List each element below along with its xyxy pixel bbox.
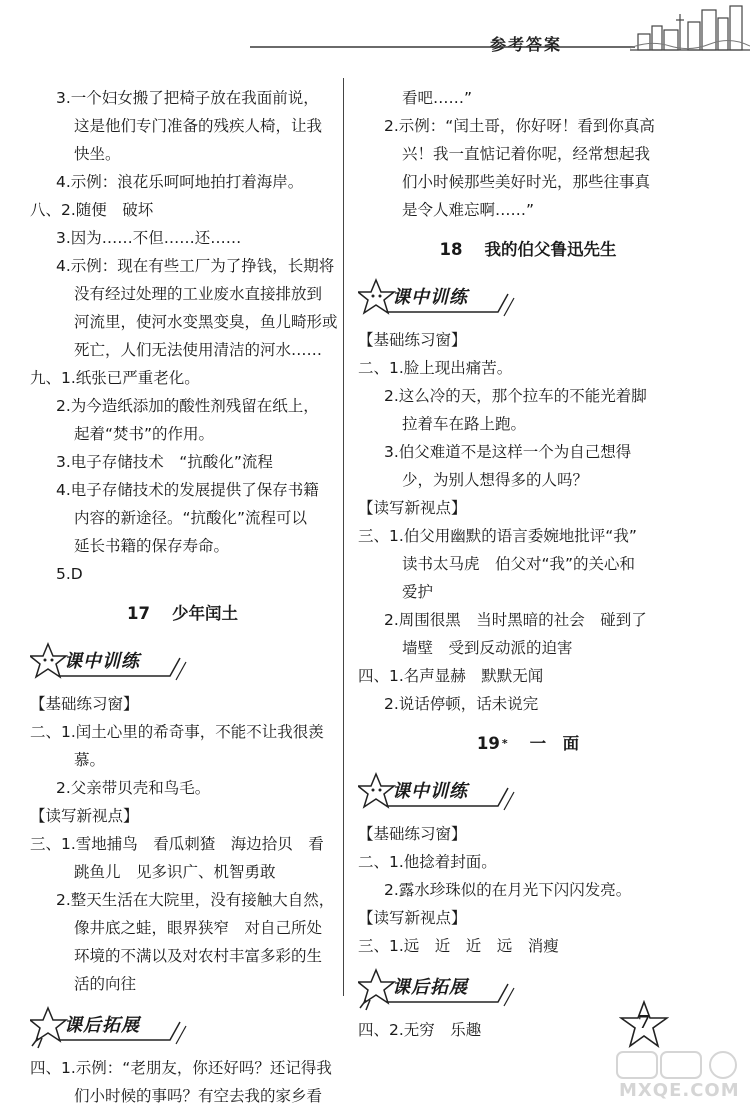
text-line: 这是他们专门准备的残疾人椅，让我 xyxy=(74,117,323,135)
city-skyline-decoration xyxy=(630,0,750,60)
lesson-title: 我的伯父鲁迅先生 xyxy=(484,240,617,259)
text-line: 跳鱼儿 见多识广、机智勇敢 xyxy=(74,863,276,881)
text-line: 少，为别人想得多的人吗？ xyxy=(402,471,589,489)
text-line: 九、1.纸张已严重老化。 xyxy=(30,369,200,387)
text-line: 是令人难忘啊……” xyxy=(402,201,535,219)
text-line: 2.这么冷的天，那个拉车的不能光着脚 xyxy=(384,387,647,405)
section-label: 【读写新视点】 xyxy=(358,499,467,517)
text-line: 起着“焚书”的作用。 xyxy=(74,425,215,443)
section-banner xyxy=(30,1004,335,1052)
text-line: 延长书籍的保存寿命。 xyxy=(74,537,230,555)
section-banner xyxy=(30,640,335,688)
section-label: 【读写新视点】 xyxy=(358,909,467,927)
page-number xyxy=(619,1000,669,1050)
text-line: 看吧……” xyxy=(402,89,473,107)
text-line: 环境的不满以及对农村丰富多彩的生 xyxy=(74,947,323,965)
text-line: 2.整天生活在大院里，没有接触大自然， xyxy=(56,891,335,909)
optional-mark: * xyxy=(501,737,508,750)
lesson-title: 一 面 xyxy=(529,734,580,753)
text-line: 八、2.随便 破坏 xyxy=(30,201,154,219)
text-line: 3.电子存储技术 “抗酸化”流程 xyxy=(56,453,273,471)
text-line: 四、2.无穷 乐趣 xyxy=(358,1021,482,1039)
text-line: 兴！我一直惦记着你呢，经常想起我 xyxy=(402,145,651,163)
column-divider xyxy=(343,78,344,996)
text-line: 2.露水珍珠似的在月光下闪闪发亮。 xyxy=(384,881,632,899)
watermark-url: MXQE.COM xyxy=(619,1080,740,1101)
text-line: 3.一个妇女搬了把椅子放在我面前说， xyxy=(56,89,319,107)
lesson-title: 少年闰土 xyxy=(171,604,238,623)
text-line: 四、1.示例：“老朋友，你还好吗？还记得我 xyxy=(30,1059,332,1077)
text-line: 4.示例：浪花乐呵呵地拍打着海岸。 xyxy=(56,173,304,191)
text-line: 3.伯父难道不是这样一个为自己想得 xyxy=(384,443,632,461)
watermark-logo xyxy=(615,1050,747,1100)
text-line: 墙壁 受到反动派的迫害 xyxy=(402,639,573,657)
text-line: 死亡，人们无法使用清洁的河水…… xyxy=(74,341,323,359)
text-line: 四、1.名声显赫 默默无闻 xyxy=(358,667,544,685)
lesson-heading xyxy=(30,594,335,634)
lesson-heading xyxy=(358,724,698,764)
text-line: 2.说话停顿，话未说完 xyxy=(384,695,539,713)
text-line: 慕。 xyxy=(74,751,106,769)
text-line: 二、1.脸上现出痛苦。 xyxy=(358,359,513,377)
text-line: 二、1.闰土心里的希奇事，不能不让我很羡 xyxy=(30,723,324,741)
lesson-number-value: 19 xyxy=(476,734,500,753)
watermark-stamp-icon xyxy=(615,1050,747,1080)
text-line: 活的向往 xyxy=(74,975,137,993)
text-line: 二、1.他捻着封面。 xyxy=(358,853,497,871)
text-line: 没有经过处理的工业废水直接排放到 xyxy=(74,285,323,303)
text-line: 读书太马虎 伯父对“我”的关心和 xyxy=(402,555,636,573)
text-line: 2.周围很黑 当时黑暗的社会 碰到了 xyxy=(384,611,647,629)
text-line: 2.为今造纸添加的酸性剂残留在纸上， xyxy=(56,397,319,415)
text-line: 爱护 xyxy=(402,583,434,601)
banner-label: 课后拓展 xyxy=(392,977,468,998)
right-column xyxy=(358,84,698,1044)
lesson-number: 17 xyxy=(127,604,150,623)
left-column xyxy=(30,84,338,1110)
banner-label: 课中训练 xyxy=(392,781,468,802)
text-line: 2.示例：“闰土哥，你好呀！看到你真高 xyxy=(384,117,655,135)
text-line: 三、1.雪地捕鸟 看瓜刺猹 海边拾贝 看 xyxy=(30,835,324,853)
text-line: 三、1.远 近 近 远 消瘦 xyxy=(358,937,559,955)
text-line: 3.因为……不但……还…… xyxy=(56,229,242,247)
page-header xyxy=(0,0,750,70)
banner-label: 课中训练 xyxy=(64,651,140,672)
lesson-heading xyxy=(358,230,698,270)
text-line: 们小时候的事吗？有空去我的家乡看 xyxy=(74,1087,323,1105)
section-label: 【基础练习窗】 xyxy=(30,695,139,713)
text-line: 5.D xyxy=(56,565,83,583)
text-line: 河流里，使河水变黑变臭，鱼儿畸形或 xyxy=(74,313,338,331)
lesson-number xyxy=(477,734,508,753)
header-rule xyxy=(250,46,635,48)
text-line: 内容的新途径。“抗酸化”流程可以 xyxy=(74,509,308,527)
text-line: 三、1.伯父用幽默的语言委婉地批评“我” xyxy=(358,527,637,545)
section-banner xyxy=(358,276,698,324)
text-line: 拉着车在路上跑。 xyxy=(402,415,527,433)
section-banner xyxy=(358,770,698,818)
section-label: 【基础练习窗】 xyxy=(358,825,467,843)
section-label: 【基础练习窗】 xyxy=(358,331,467,349)
text-line: 快坐。 xyxy=(74,145,121,163)
header-title: 参考答案 xyxy=(490,35,563,54)
text-line: 2.父亲带贝壳和鸟毛。 xyxy=(56,779,211,797)
section-label: 【读写新视点】 xyxy=(30,807,139,825)
text-line: 4.示例：现在有些工厂为了挣钱，长期将 xyxy=(56,257,335,275)
text-line: 像井底之蛙，眼界狭窄 对自己所处 xyxy=(74,919,323,937)
text-line: 4.电子存储技术的发展提供了保存书籍 xyxy=(56,481,319,499)
page-number-value: 7 xyxy=(637,1012,651,1033)
lesson-number: 18 xyxy=(439,240,463,259)
banner-label: 课后拓展 xyxy=(64,1015,140,1036)
text-line: 们小时候那些美好时光，那些往事真 xyxy=(402,173,651,191)
banner-label: 课中训练 xyxy=(392,287,468,308)
